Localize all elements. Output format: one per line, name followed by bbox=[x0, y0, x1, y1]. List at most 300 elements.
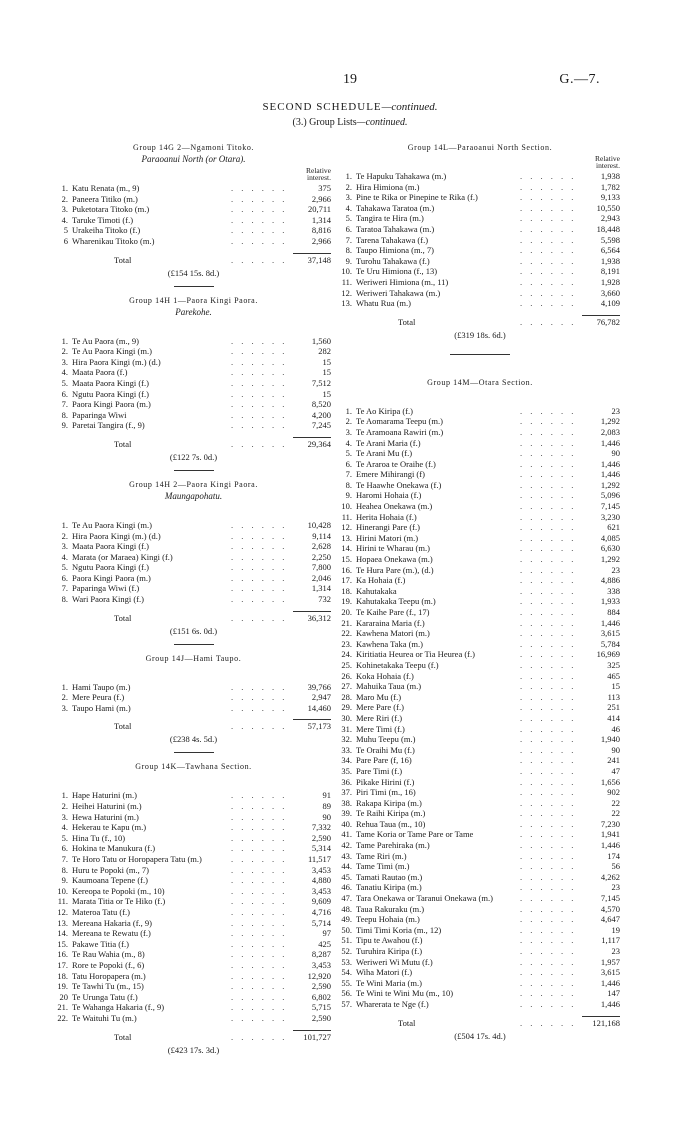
list-row bbox=[56, 573, 331, 584]
row-number: 14. bbox=[341, 543, 352, 554]
group-list bbox=[56, 142, 331, 287]
row-number: 11. bbox=[341, 276, 352, 287]
relative-interest-value: 621 bbox=[607, 522, 620, 533]
total-block bbox=[340, 315, 620, 342]
relative-interest-value: 3,453 bbox=[311, 959, 331, 970]
owner-name: Hirini te Wharau (m.) bbox=[356, 543, 430, 554]
relative-interest-value: 7,145 bbox=[600, 893, 620, 904]
total-row bbox=[56, 438, 331, 451]
section-divider bbox=[174, 286, 214, 287]
relative-interest-value: 1,560 bbox=[311, 335, 331, 346]
leader-dots: . . . . . . bbox=[520, 808, 577, 819]
relative-interest-value: 1,940 bbox=[600, 734, 620, 745]
owner-name: Paparinga Wiwi bbox=[72, 409, 127, 420]
leader-dots: . . . . . . bbox=[520, 448, 577, 459]
relative-interest-value: 14,460 bbox=[307, 702, 331, 713]
list-row bbox=[340, 808, 620, 819]
list-row bbox=[56, 1013, 331, 1024]
relative-interest-value: 282 bbox=[318, 346, 331, 357]
leader-dots: . . . . . . bbox=[231, 583, 288, 594]
row-number: 1. bbox=[61, 681, 68, 692]
relative-interest-value: 1,446 bbox=[600, 977, 620, 988]
row-number: 1. bbox=[61, 519, 68, 530]
owner-name: Weriweri Himiona (m., 11) bbox=[356, 276, 449, 287]
row-number: 5. bbox=[345, 448, 352, 459]
list-row bbox=[340, 224, 620, 235]
leader-dots: . . . . . . bbox=[231, 692, 288, 703]
owner-name: Kaumoana Tepene (f.) bbox=[72, 875, 148, 886]
owner-name: Marata (or Maraea) Kingi (f.) bbox=[72, 551, 173, 562]
list-row bbox=[340, 406, 620, 417]
row-number: 45. bbox=[341, 871, 352, 882]
row-number: 2. bbox=[61, 193, 68, 204]
relative-interest-value: 902 bbox=[607, 787, 620, 798]
list-row bbox=[340, 734, 620, 745]
row-number: 8. bbox=[61, 864, 68, 875]
list-row bbox=[340, 596, 620, 607]
row-number: 19. bbox=[57, 981, 68, 992]
owner-name: Te Aomarama Teepu (m.) bbox=[356, 416, 443, 427]
relative-interest-value: 89 bbox=[322, 801, 331, 812]
section-divider bbox=[174, 752, 214, 753]
owner-name: Kawhena Taka (m.) bbox=[356, 638, 423, 649]
relative-interest-value: 20,711 bbox=[307, 204, 331, 215]
page-number: 19 bbox=[343, 72, 357, 87]
relative-interest-value: 6,564 bbox=[600, 245, 620, 256]
leader-dots: . . . . . . bbox=[231, 346, 288, 357]
owner-name: Puketotara Titoko (m.) bbox=[72, 204, 150, 215]
owner-name: Taupo Hami (m.) bbox=[72, 702, 131, 713]
leader-dots: . . . . . . bbox=[231, 519, 288, 530]
row-number: 4. bbox=[61, 822, 68, 833]
relative-interest-value: 5,314 bbox=[311, 843, 331, 854]
list-row bbox=[340, 266, 620, 277]
leader-dots: . . . . . . bbox=[520, 628, 577, 639]
owner-name: Whatu Rua (m.) bbox=[356, 298, 411, 309]
relative-interest-value: 4,716 bbox=[311, 906, 331, 917]
leader-dots: . . . . . . bbox=[231, 254, 288, 265]
list-row bbox=[56, 833, 331, 844]
relative-interest-value: 18,448 bbox=[596, 223, 620, 234]
relative-interest-value: 1,446 bbox=[600, 617, 620, 628]
list-row bbox=[340, 872, 620, 883]
leader-dots: . . . . . . bbox=[520, 617, 577, 628]
row-number: 50. bbox=[341, 924, 352, 935]
leader-dots: . . . . . . bbox=[520, 405, 577, 416]
list-row bbox=[56, 399, 331, 410]
row-number: 3. bbox=[61, 811, 68, 822]
row-number: 51. bbox=[341, 935, 352, 946]
leader-dots: . . . . . . bbox=[231, 896, 288, 907]
owner-name: Te Au Paora (m., 9) bbox=[72, 335, 139, 346]
relative-interest-value: 5,598 bbox=[600, 234, 620, 245]
owner-name: Hokina te Manukura (f.) bbox=[72, 843, 156, 854]
list-row bbox=[56, 562, 331, 573]
owner-name: Kararaina Maria (f.) bbox=[356, 617, 425, 628]
leader-dots: . . . . . . bbox=[520, 850, 577, 861]
relative-interest-value: 15 bbox=[611, 681, 620, 692]
owner-name: Te Hura Pare (m.), (d.) bbox=[356, 564, 434, 575]
owner-name: Maata Paora Kingi (f.) bbox=[72, 377, 149, 388]
relative-interest-value: 22 bbox=[611, 797, 620, 808]
owner-name: Piri Timi (m., 16) bbox=[356, 787, 416, 798]
leader-dots: . . . . . . bbox=[520, 511, 577, 522]
row-number: 9. bbox=[345, 490, 352, 501]
row-number: 8. bbox=[345, 479, 352, 490]
list-row bbox=[340, 628, 620, 639]
row-number: 17. bbox=[57, 959, 68, 970]
row-number: 13. bbox=[341, 532, 352, 543]
leader-dots: . . . . . . bbox=[231, 1012, 288, 1023]
row-number: 33. bbox=[341, 744, 352, 755]
list-row bbox=[340, 798, 620, 809]
leader-dots: . . . . . . bbox=[520, 266, 577, 277]
owner-name: Wharenikau Titoko (m.) bbox=[72, 235, 155, 246]
relative-interest-value: 22 bbox=[611, 808, 620, 819]
group-title: Group 14L—Paraoanui North Section. bbox=[407, 143, 553, 152]
leader-dots: . . . . . . bbox=[231, 367, 288, 378]
leader-dots: . . . . . . bbox=[520, 607, 577, 617]
leader-dots: . . . . . . bbox=[520, 298, 577, 309]
list-row bbox=[340, 713, 620, 724]
row-number: 13. bbox=[57, 917, 68, 928]
owner-name: Haromi Hohaia (f.) bbox=[356, 490, 422, 501]
leader-dots: . . . . . . bbox=[231, 906, 288, 917]
row-number: 16. bbox=[341, 564, 352, 575]
total-value: 76,782 bbox=[596, 316, 620, 327]
row-number: 3. bbox=[345, 426, 352, 437]
list-row bbox=[56, 531, 331, 542]
list-row bbox=[56, 682, 331, 693]
owner-name: Muhu Teepu (m.) bbox=[356, 734, 416, 745]
owner-name: Paneera Titiko (m.) bbox=[72, 193, 138, 204]
row-number: 9. bbox=[61, 875, 68, 886]
relative-interest-value: 3,615 bbox=[600, 628, 620, 639]
leader-dots: . . . . . . bbox=[520, 829, 577, 840]
row-number: 29. bbox=[341, 702, 352, 713]
schedule-title bbox=[0, 101, 700, 113]
relative-interest-header: Relative interest. bbox=[595, 154, 620, 170]
owner-name: Taua Rakuraku (m.) bbox=[356, 903, 425, 914]
leader-dots: . . . . . . bbox=[520, 946, 577, 956]
owner-name: Emere Mihirangi (f) bbox=[356, 469, 425, 480]
relative-interest-value: 1,292 bbox=[600, 554, 620, 565]
row-number: 21. bbox=[341, 617, 352, 628]
row-number: 10. bbox=[341, 501, 352, 512]
relative-interest-value: 23 bbox=[611, 564, 620, 575]
list-row bbox=[340, 256, 620, 267]
leader-dots: . . . . . . bbox=[520, 638, 577, 649]
owner-name: Pakawe Titia (f.) bbox=[72, 938, 129, 949]
relative-interest-value: 56 bbox=[611, 861, 620, 872]
list-row bbox=[56, 896, 331, 907]
leader-dots: . . . . . . bbox=[520, 691, 577, 702]
owner-name: Weriweri Tahakawa (m.) bbox=[356, 287, 441, 298]
list-row bbox=[56, 692, 331, 703]
leader-dots: . . . . . . bbox=[520, 956, 577, 967]
owner-name: Te Haawhe Onekawa (f.) bbox=[356, 479, 442, 490]
leader-dots: . . . . . . bbox=[231, 541, 288, 552]
row-number: 35. bbox=[341, 765, 352, 776]
row-number: 11. bbox=[341, 511, 352, 522]
relative-interest-value: 23 bbox=[611, 405, 620, 416]
row-number: 5. bbox=[61, 562, 68, 573]
owner-name: Turuhira Kiripa (f.) bbox=[356, 946, 423, 956]
total-row bbox=[56, 254, 331, 267]
row-number: 12. bbox=[57, 906, 68, 917]
list-row bbox=[56, 939, 331, 950]
list-row bbox=[56, 1002, 331, 1013]
total-block bbox=[340, 1016, 620, 1043]
relative-interest-value: 1,446 bbox=[600, 840, 620, 851]
money-equivalent: (£319 18s. 6d.) bbox=[454, 329, 506, 340]
owner-name: Hami Taupo (m.) bbox=[72, 681, 131, 692]
relative-interest-value: 5,714 bbox=[311, 917, 331, 928]
owner-name: Te Araroa te Oraihe (f.) bbox=[356, 458, 436, 469]
owner-name: Marata Titia or Te Hiko (f.) bbox=[72, 896, 166, 907]
owner-name: Ngutu Paora Kingi (f.) bbox=[72, 388, 149, 399]
owner-name: Maata Paora Kingi (f.) bbox=[72, 541, 149, 552]
row-number: 4. bbox=[61, 214, 68, 225]
owner-name: Te Aramoana Rawiri (m.) bbox=[356, 426, 444, 437]
list-row bbox=[340, 660, 620, 671]
owner-name: Taruke Timoti (f.) bbox=[72, 214, 134, 225]
list-row bbox=[56, 583, 331, 594]
list-row bbox=[340, 861, 620, 872]
owner-name: Mere Riri (f.) bbox=[356, 712, 403, 723]
leader-dots: . . . . . . bbox=[231, 551, 288, 562]
section-divider bbox=[174, 644, 214, 645]
row-number: 24. bbox=[341, 649, 352, 660]
total-row bbox=[56, 720, 331, 733]
list-row bbox=[56, 960, 331, 971]
relative-interest-value: 10,550 bbox=[596, 202, 620, 213]
row-number: 4. bbox=[345, 437, 352, 448]
owner-name: Mere Peura (f.) bbox=[72, 692, 125, 703]
leader-dots: . . . . . . bbox=[520, 712, 577, 723]
list-row bbox=[56, 907, 331, 918]
relative-interest-value: 1,446 bbox=[600, 998, 620, 1009]
relative-interest-value: 425 bbox=[318, 938, 331, 949]
owner-name: Wiha Matori (f.) bbox=[356, 967, 413, 978]
leader-dots: . . . . . . bbox=[520, 903, 577, 914]
row-number: 2. bbox=[61, 346, 68, 357]
owner-name: Teepu Hohaia (m.) bbox=[356, 914, 420, 925]
owner-name: Te Urunga Tatu (f.) bbox=[72, 991, 138, 1002]
leader-dots: . . . . . . bbox=[231, 970, 288, 981]
relative-interest-value: 2,966 bbox=[311, 235, 331, 246]
group-subtitle: Parekohe. bbox=[175, 306, 212, 317]
leader-dots: . . . . . . bbox=[231, 832, 288, 843]
relative-interest-value: 338 bbox=[607, 585, 620, 596]
list-row bbox=[340, 213, 620, 224]
row-number: 1. bbox=[345, 171, 352, 181]
list-row bbox=[56, 552, 331, 563]
leader-dots: . . . . . . bbox=[231, 928, 288, 939]
owner-name: Rore te Popoki (f., 6) bbox=[72, 959, 145, 970]
leader-dots: . . . . . . bbox=[520, 171, 577, 181]
total-block bbox=[56, 611, 331, 638]
row-number: 7. bbox=[345, 469, 352, 480]
owner-name: Mahuika Taua (m.) bbox=[356, 681, 422, 692]
list-row bbox=[340, 702, 620, 713]
list-row bbox=[340, 575, 620, 586]
relative-interest-value: 39,766 bbox=[307, 681, 331, 692]
leader-dots: . . . . . . bbox=[520, 532, 577, 543]
list-row bbox=[340, 925, 620, 936]
leader-dots: . . . . . . bbox=[231, 388, 288, 399]
money-equivalent: (£504 17s. 4d.) bbox=[454, 1030, 506, 1041]
owner-name: Tame Riri (m.) bbox=[356, 850, 407, 861]
row-number: 3. bbox=[61, 356, 68, 367]
leader-dots: . . . . . . bbox=[520, 192, 577, 203]
relative-interest-value: 1,117 bbox=[601, 935, 620, 946]
leader-dots: . . . . . . bbox=[520, 659, 577, 670]
leader-dots: . . . . . . bbox=[231, 420, 288, 431]
leader-dots: . . . . . . bbox=[520, 255, 577, 266]
owner-name: Ka Hohaia (f.) bbox=[356, 575, 406, 586]
row-number: 19. bbox=[341, 596, 352, 607]
owner-name: Hina Tu (f., 10) bbox=[72, 832, 126, 843]
owner-name: Mereana te Rewatu (f.) bbox=[72, 928, 151, 939]
owner-name: Ngutu Paora Kingi (f.) bbox=[72, 562, 149, 573]
row-number: 41. bbox=[341, 829, 352, 840]
row-number: 48. bbox=[341, 903, 352, 914]
owner-name: Tame Timi (m.) bbox=[356, 861, 410, 872]
row-number: 40. bbox=[341, 818, 352, 829]
list-row bbox=[340, 988, 620, 999]
owner-name: Paora Kingi Paora (m.) bbox=[72, 572, 151, 583]
list-row bbox=[340, 565, 620, 576]
row-number: 36. bbox=[341, 776, 352, 787]
list-row bbox=[340, 882, 620, 893]
relative-interest-value: 4,886 bbox=[600, 575, 620, 586]
list-row bbox=[56, 378, 331, 389]
row-number: 53. bbox=[341, 956, 352, 967]
total-label: Total bbox=[398, 316, 416, 327]
row-number: 7. bbox=[61, 399, 68, 410]
row-number: 27. bbox=[341, 681, 352, 692]
row-number: 47. bbox=[341, 893, 352, 904]
owner-name: Katu Renata (m., 9) bbox=[72, 183, 140, 193]
list-row bbox=[340, 618, 620, 629]
row-number: 9. bbox=[345, 255, 352, 266]
owner-name: Kiritiatia Heurea or Tia Heurea (f.) bbox=[356, 649, 475, 660]
row-number: 12. bbox=[341, 522, 352, 533]
row-number: 3. bbox=[61, 702, 68, 713]
row-number: 57. bbox=[341, 998, 352, 1009]
leader-dots: . . . . . . bbox=[520, 702, 577, 713]
row-number: 54. bbox=[341, 967, 352, 978]
owner-name: Te Waituhi Tu (m.) bbox=[72, 1012, 137, 1023]
relative-interest-value: 23 bbox=[611, 882, 620, 893]
relative-interest-value: 3,230 bbox=[600, 511, 620, 522]
owner-name: Urakeiha Titoko (f.) bbox=[72, 225, 141, 236]
relative-interest-value: 9,133 bbox=[600, 192, 620, 203]
total-block bbox=[56, 253, 331, 280]
owner-name: Herita Hohaia (f.) bbox=[356, 511, 417, 522]
leader-dots: . . . . . . bbox=[520, 765, 577, 776]
list-row bbox=[56, 865, 331, 876]
section-divider bbox=[174, 470, 214, 471]
relative-interest-value: 4,570 bbox=[600, 903, 620, 914]
list-row bbox=[340, 639, 620, 650]
row-number: 18. bbox=[341, 585, 352, 596]
owner-name: Pikake Hirini (f.) bbox=[356, 776, 415, 787]
leader-dots: . . . . . . bbox=[520, 734, 577, 745]
list-row bbox=[340, 427, 620, 438]
list-row bbox=[340, 554, 620, 565]
relative-interest-value: 91 bbox=[322, 790, 331, 801]
owner-name: Mereana Hakaria (f., 9) bbox=[72, 917, 152, 928]
relative-interest-value: 1,938 bbox=[600, 255, 620, 266]
leader-dots: . . . . . . bbox=[231, 822, 288, 833]
relative-interest-value: 6,802 bbox=[311, 991, 331, 1002]
relative-interest-value: 4,880 bbox=[311, 875, 331, 886]
owner-name: Kohinetakaka Teepu (f.) bbox=[356, 659, 439, 670]
list-row bbox=[340, 766, 620, 777]
list-row bbox=[340, 288, 620, 299]
relative-interest-value: 2,628 bbox=[311, 541, 331, 552]
row-number: 8. bbox=[61, 409, 68, 420]
money-equivalent: (£154 15s. 8d.) bbox=[167, 267, 220, 278]
row-number: 1. bbox=[345, 405, 352, 416]
relative-interest-value: 7,145 bbox=[600, 501, 620, 512]
owner-name: Materoa Tatu (f.) bbox=[72, 906, 131, 917]
leader-dots: . . . . . . bbox=[520, 649, 577, 660]
owner-name: Te Tawhi Tu (m., 15) bbox=[72, 981, 144, 992]
row-number: 3. bbox=[61, 541, 68, 552]
total-label: Total bbox=[114, 254, 132, 265]
leader-dots: . . . . . . bbox=[231, 721, 288, 732]
list-row bbox=[340, 999, 620, 1010]
leader-dots: . . . . . . bbox=[520, 797, 577, 808]
leader-dots: . . . . . . bbox=[231, 612, 288, 623]
relative-interest-value: 7,332 bbox=[311, 822, 331, 833]
relative-interest-value: 15 bbox=[322, 356, 331, 367]
leader-dots: . . . . . . bbox=[520, 181, 577, 192]
owner-name: Pare Timi (f.) bbox=[356, 765, 403, 776]
list-row bbox=[340, 501, 620, 512]
relative-interest-value: 4,085 bbox=[600, 532, 620, 543]
owner-name: Tarena Tahakawa (f.) bbox=[356, 234, 429, 245]
list-row bbox=[56, 225, 331, 236]
list-row bbox=[340, 438, 620, 449]
leader-dots: . . . . . . bbox=[520, 861, 577, 872]
leader-dots: . . . . . . bbox=[520, 245, 577, 256]
relative-interest-value: 1,292 bbox=[600, 479, 620, 490]
list-row bbox=[340, 745, 620, 756]
relative-interest-value: 884 bbox=[607, 607, 620, 617]
schedule-subtitle-suffix: —continued. bbox=[356, 117, 408, 128]
list-row bbox=[56, 183, 331, 194]
list-row bbox=[340, 840, 620, 851]
list-row bbox=[56, 875, 331, 886]
owner-name: Tipu te Awahou (f.) bbox=[356, 935, 423, 946]
owner-name: Hira Paora Kingi (m.) (d.) bbox=[72, 530, 161, 541]
owner-name: Te Wahanga Hakaria (f., 9) bbox=[72, 1002, 165, 1013]
list-row bbox=[56, 520, 331, 531]
list-row bbox=[56, 801, 331, 812]
list-row bbox=[340, 607, 620, 618]
group-list bbox=[56, 295, 331, 471]
leader-dots: . . . . . . bbox=[520, 202, 577, 213]
list-row bbox=[56, 949, 331, 960]
owner-name: Te Ao Kiripa (f.) bbox=[356, 405, 413, 416]
list-row bbox=[340, 490, 620, 501]
list-row bbox=[340, 182, 620, 193]
row-number: 2. bbox=[61, 801, 68, 812]
